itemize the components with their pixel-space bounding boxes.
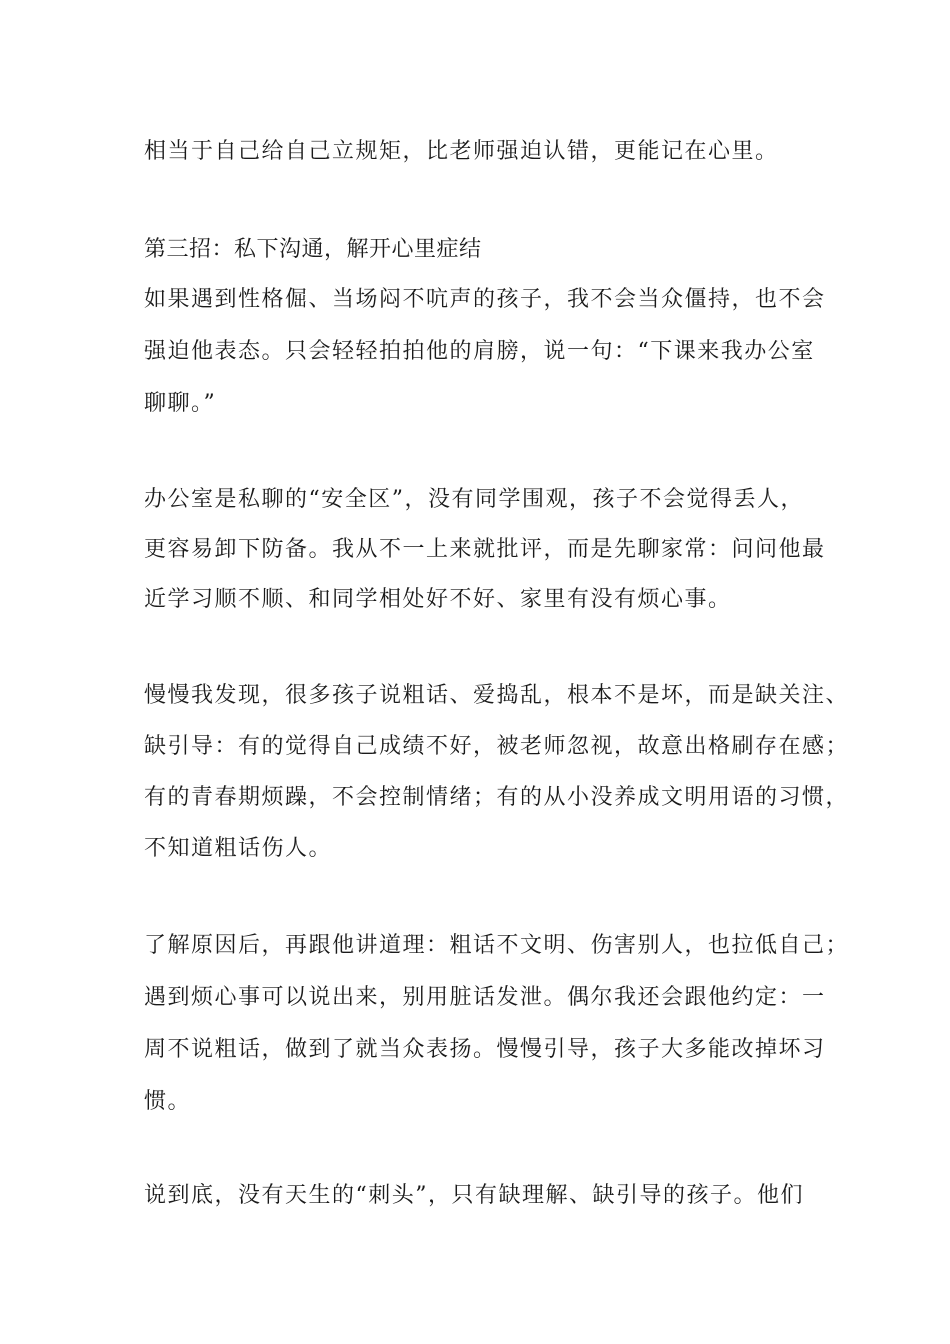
paragraph-line: 慢慢我发现，很多孩子说粗话、爱捣乱，根本不是坏，而是缺关注、 [144, 683, 850, 708]
paragraph-line: 缺引导：有的觉得自己成绩不好，被老师忽视，故意出格刷存在感； [144, 734, 850, 759]
paragraph-line: 相当于自己给自己立规矩，比老师强迫认错，更能记在心里。 [144, 139, 779, 164]
paragraph-line: 办公室是私聊的“安全区”，没有同学围观，孩子不会觉得丢人， [144, 487, 804, 512]
paragraph-line: 有的青春期烦躁，不会控制情绪；有的从小没养成文明用语的习惯， [144, 785, 850, 810]
paragraph-line: 聊聊。” [144, 391, 217, 416]
paragraph-line: 说到底，没有天生的“刺头”，只有缺理解、缺引导的孩子。他们 [144, 1183, 804, 1208]
paragraph-line: 周不说粗话，做到了就当众表扬。慢慢引导，孩子大多能改掉坏习 [144, 1037, 826, 1062]
paragraph-line: 强迫他表态。只会轻轻拍拍他的肩膀，说一句：“下课来我办公室 [144, 339, 815, 364]
paragraph-line: 更容易卸下防备。我从不一上来就批评，而是先聊家常：问问他最 [144, 537, 826, 562]
paragraph-line: 惯。 [144, 1089, 192, 1114]
paragraph-line: 了解原因后，再跟他讲道理：粗话不文明、伤害别人，也拉低自己； [144, 933, 850, 958]
paragraph-line: 遇到烦心事可以说出来，别用脏话发泄。偶尔我还会跟他约定：一 [144, 985, 826, 1010]
paragraph-line: 不知道粗话伤人。 [144, 836, 333, 861]
paragraph-line: 近学习顺不顺、和同学相处好不好、家里有没有烦心事。 [144, 587, 732, 612]
section-heading: 第三招：私下沟通，解开心里症结 [144, 237, 482, 262]
paragraph-line: 如果遇到性格倔、当场闷不吭声的孩子，我不会当众僵持，也不会 [144, 287, 826, 312]
